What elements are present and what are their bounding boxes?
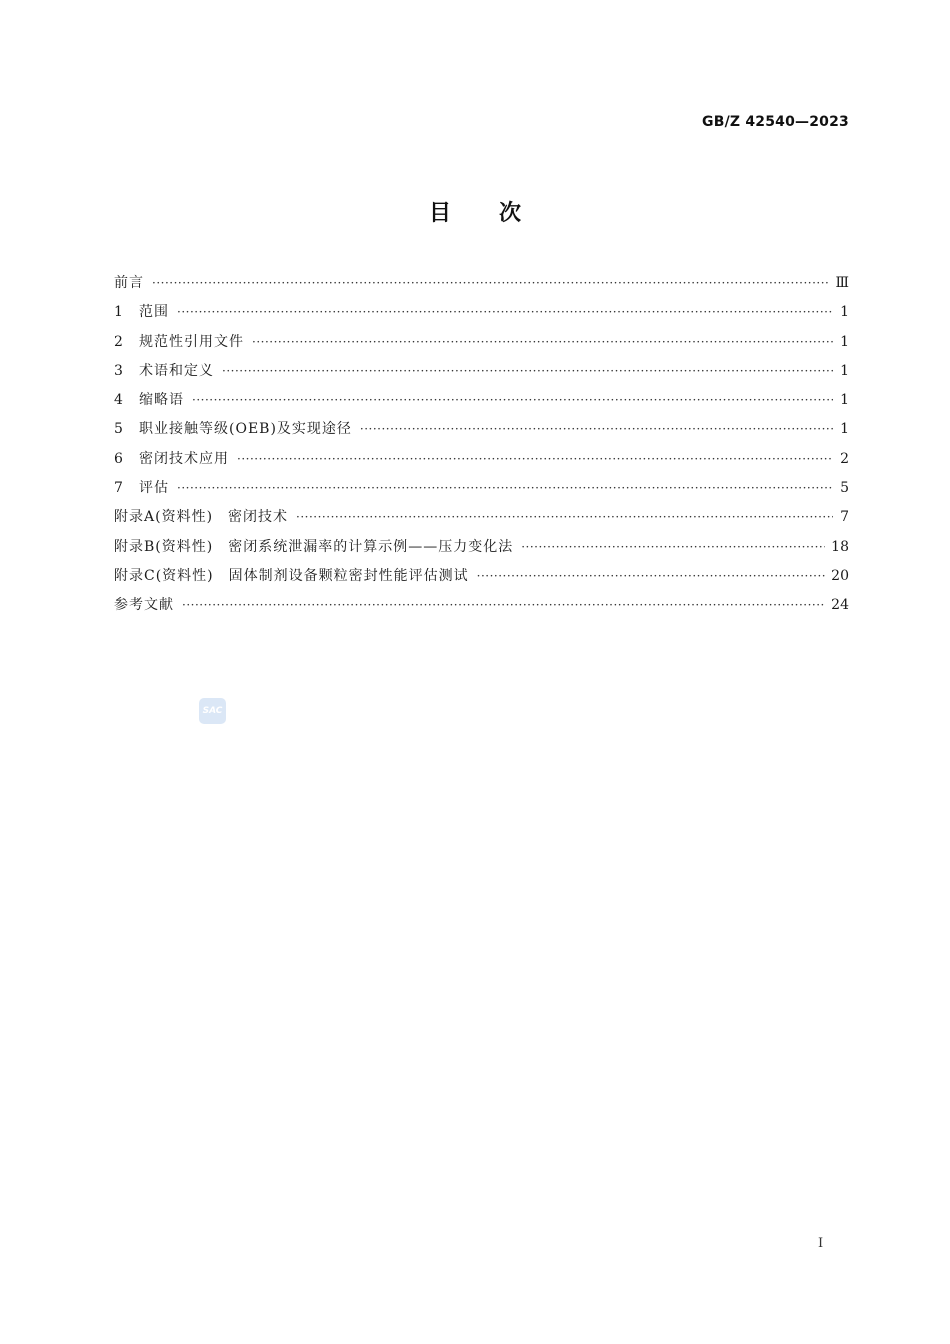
leader-dots bbox=[237, 448, 833, 470]
toc-page-number: 5 bbox=[840, 480, 849, 497]
toc-entry-1[interactable] bbox=[114, 301, 849, 330]
leader-dots bbox=[192, 389, 833, 411]
leader-dots bbox=[360, 418, 833, 440]
toc-page-number: 18 bbox=[831, 538, 849, 555]
toc-entry-number: 2 bbox=[114, 333, 123, 350]
toc-entry-7[interactable] bbox=[114, 477, 849, 506]
toc-entry-number: 3 bbox=[114, 362, 123, 379]
toc-page-number: 7 bbox=[840, 509, 849, 526]
toc-entry-number: 5 bbox=[114, 421, 123, 438]
toc-entry-appendix-a[interactable] bbox=[114, 506, 849, 535]
toc-page-number: Ⅲ bbox=[835, 275, 849, 291]
toc-entry-references[interactable] bbox=[114, 594, 849, 623]
toc-entry-number: 6 bbox=[114, 450, 123, 467]
leader-dots bbox=[177, 477, 833, 499]
sac-watermark-logo: SAC bbox=[199, 698, 226, 724]
toc-entry-number: 1 bbox=[114, 304, 123, 321]
toc-page-number: 1 bbox=[840, 333, 849, 350]
toc-page-number: 20 bbox=[831, 567, 849, 584]
toc-page-number: 1 bbox=[840, 421, 849, 438]
leader-dots bbox=[182, 594, 825, 616]
toc-entry-label: 附录B(资料性) 密闭系统泄漏率的计算示例——压力变化法 bbox=[114, 538, 514, 555]
toc-entry-label: 评估 bbox=[139, 480, 169, 497]
toc-page-number: 1 bbox=[840, 304, 849, 321]
toc-entry-label: 前言 bbox=[114, 275, 144, 291]
standard-code: GB/Z 42540—2023 bbox=[702, 114, 849, 130]
toc-entry-label: 密闭技术应用 bbox=[139, 450, 229, 467]
toc-entry-3[interactable] bbox=[114, 360, 849, 389]
toc-entry-appendix-c[interactable] bbox=[114, 565, 849, 594]
leader-dots bbox=[222, 360, 833, 382]
toc-entry-number: 7 bbox=[114, 480, 123, 497]
leader-dots bbox=[296, 506, 833, 528]
toc-title: 目次 bbox=[428, 201, 569, 226]
leader-dots bbox=[477, 565, 826, 587]
toc-page-number: 24 bbox=[831, 597, 849, 614]
toc-entry-label: 范围 bbox=[139, 304, 169, 321]
leader-dots bbox=[521, 536, 825, 558]
toc-entry-label: 缩略语 bbox=[139, 392, 184, 409]
leader-dots bbox=[177, 301, 833, 323]
toc-entry-2[interactable] bbox=[114, 331, 849, 360]
toc-entry-label: 术语和定义 bbox=[139, 362, 214, 379]
toc-entry-appendix-b[interactable] bbox=[114, 536, 849, 565]
leader-dots bbox=[152, 272, 829, 294]
table-of-contents bbox=[114, 272, 849, 624]
toc-entry-number: 4 bbox=[114, 392, 123, 409]
toc-entry-label: 职业接触等级(OEB)及实现途径 bbox=[139, 421, 352, 438]
toc-entry-foreword[interactable] bbox=[114, 272, 849, 301]
toc-entry-4[interactable] bbox=[114, 389, 849, 418]
leader-dots bbox=[252, 331, 833, 353]
toc-page-number: 1 bbox=[840, 362, 849, 379]
toc-entry-label: 附录A(资料性) 密闭技术 bbox=[114, 509, 289, 526]
toc-entry-label: 附录C(资料性) 固体制剂设备颗粒密封性能评估测试 bbox=[114, 567, 469, 584]
page-folio: Ⅰ bbox=[818, 1236, 824, 1251]
toc-entry-5[interactable] bbox=[114, 418, 849, 447]
toc-entry-6[interactable] bbox=[114, 448, 849, 477]
toc-page-number: 1 bbox=[840, 392, 849, 409]
toc-entry-label: 参考文献 bbox=[114, 597, 174, 614]
toc-page-number: 2 bbox=[840, 450, 849, 467]
toc-entry-label: 规范性引用文件 bbox=[139, 333, 244, 350]
